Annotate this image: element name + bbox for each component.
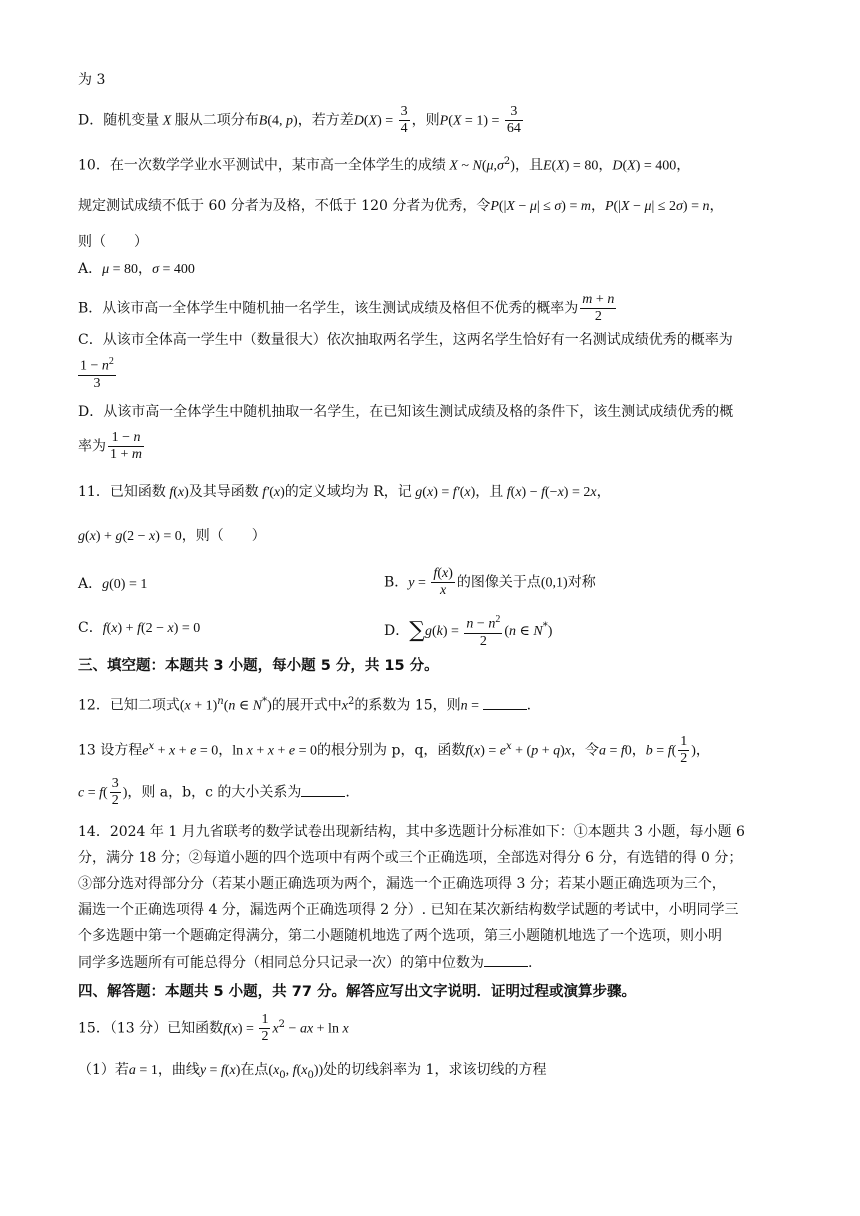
q11-stem-line1: 11．已知函数 f(x)及其导函数 f′(x)的定义域均为 R，记 g(x) = f′(x)，且 f(x) − f(−x) = 2x， <box>78 484 611 500</box>
q10-stem-line1: 10．在一次数学学业水平测试中，某市高一全体学生的成绩 X ~ $N(\mu,\sigma^2)$，且E(X) = 80，D(X) = 400， <box>78 156 691 174</box>
q9-option-c-tail: 为 3 <box>78 72 106 88</box>
q11-stem-line2: g(x) + g(2 − x) = 0，则（ ） <box>78 528 266 544</box>
q10-option-c-value: $\frac{1 - n^2}{3}$ <box>80 356 114 391</box>
q10-option-d-line1: D．从该市高一全体学生中随机抽取一名学生，在已知该生测试成绩及格的条件下，该生测试成绩优秀的概 <box>78 404 734 420</box>
q14-line3: ③部分选对得部分分（若某小题正确选项为两个，漏选一个正确选项得 3 分；若某小题正确选项为三个， <box>78 876 726 892</box>
q13-answer-blank[interactable] <box>301 782 345 797</box>
q10-stem-line3: 则（ ） <box>78 234 148 250</box>
q10-stem-line2: 规定测试成绩不低于 60 分者为及格，不低于 120 分者为优秀，令P(|X − μ| ≤ σ) = m，P(|X − μ| ≤ 2σ) = n， <box>78 198 724 214</box>
q14-answer-blank[interactable] <box>484 952 528 967</box>
q10-option-c: C．从该市全体高一学生中（数量很大）依次抽取两名学生，这两名学生恰好有一名测试成绩优秀的概率为 <box>78 332 733 348</box>
q12: 12．已知二项式$(x + 1)^n(n$ ∈ N*)的展开式中$x^2$的系数为 15，则n = . <box>78 696 532 714</box>
q10-option-b: B．从该市高一全体学生中随机抽一名学生，该生测试成绩及格但不优秀的概率为 $\frac{m + n}{2}$ <box>78 292 615 324</box>
q14-line5: 个多选题中第一个题确定得满分，第二小题随机地选了两个选项，第三小题随机地选了一个选项，则小明 <box>78 928 722 944</box>
q14-line1: 14．2024 年 1 月九省联考的数学试卷出现新结构，其中多选题计分标准如下：①本题共 3 小题，每小题 6 <box>78 824 745 840</box>
q14-line2: 分，满分 18 分；②每道小题的四个选项中有两个或三个正确选项，全部选对得分 6 分，有选错的得 0 分； <box>78 850 743 866</box>
section-fill-in-blank-heading: 三、填空题：本题共 3 小题，每小题 5 分，共 15 分。 <box>78 658 439 674</box>
q15-stem: 15．（13 分）已知函数f(x) = $\frac{1}{2}$ $x^2$ − ax + ln x <box>78 1012 349 1044</box>
q11-option-b: B．y = $\frac{f(x)}{x}$ 的图像关于点(0,1)对称 <box>384 566 596 598</box>
q10-option-a: A．μ = 80，σ = 400 <box>78 261 195 277</box>
q11-option-d: D．∑g(k) = $\frac{n - n^2}{2}$ (n ∈ N*) <box>384 614 553 649</box>
q13-line1: 13 设方程$e^x + x + e = 0$，ln x + x + e = 0的根分别为 p，q，函数$f(x) = e^x + (p + q)x$，令a = f0，b = f( $\frac{1}{2}$ )， <box>78 734 710 766</box>
q10-option-d-line2: 率为 $\frac{1 - n}{1 + m}$ <box>78 430 143 462</box>
q15-part1: （1）若a = 1，曲线y = f(x)在点($x_0$, $f(x_0)$)处的切线斜率为 1，求该切线的方程 <box>78 1062 547 1081</box>
q14-line6: 同学多选题所有可能总得分（相同总分只记录一次）的第中位数为 . <box>78 952 532 973</box>
q11-option-a: A．g(0) = 1 <box>78 576 148 592</box>
q12-answer-blank[interactable] <box>483 695 527 710</box>
q13-line2: c = f( $\frac{3}{2}$ )，则 a，b，c 的大小关系为 . <box>78 776 350 808</box>
section-solution-heading: 四、解答题：本题共 5 小题，共 77 分。解答应写出文字说明．证明过程或演算步骤。 <box>78 984 636 1000</box>
q9-option-d: D．随机变量 X 服从二项分布B(4, p)，若方差D(X) = $\frac{3}{4}$ ，则P(X = 1) = $\frac{3}{64}$ <box>78 104 521 136</box>
q11-option-c: C．f(x) + f(2 − x) = 0 <box>78 620 201 636</box>
q14-line4: 漏选一个正确选项得 4 分，漏选两个正确选项得 2 分）. 已知在某次新结构数学试题的考试中，小明同学三 <box>78 902 739 918</box>
